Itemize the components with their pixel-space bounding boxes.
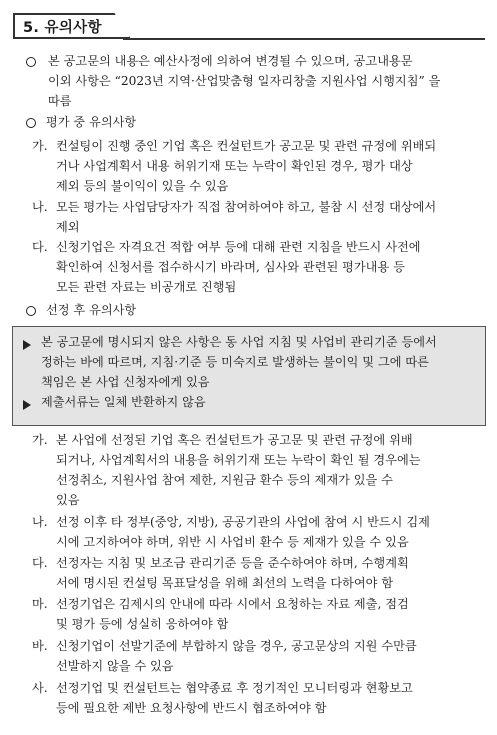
evaluation-heading: 평가 중 유의사항 bbox=[46, 115, 137, 129]
triangle-bullet-icon bbox=[23, 400, 31, 410]
item-line: 선발하지 않을 수 있음 bbox=[56, 659, 174, 673]
item-line: 선정자는 지침 및 보조금 관리기준 등을 준수하여야 하며, 수행계획 bbox=[56, 556, 409, 570]
item-line: 컨설팅이 진행 중인 기업 혹은 컨설턴트가 공고문 및 관련 규정에 위배되 bbox=[56, 139, 437, 153]
selection-item bbox=[56, 512, 476, 552]
item-line: 모든 평가는 사업담당자가 직접 참여하여야 하고, 불참 시 선정 대상에서 bbox=[56, 200, 437, 214]
item-line: 모든 관련 자료는 비공개로 진행됨 bbox=[56, 280, 237, 294]
notice-line: 제출서류는 일체 반환하지 않음 bbox=[41, 395, 206, 409]
item-line: 신청기업은 자격요건 적합 여부 등에 대해 관련 지침을 반드시 사전에 bbox=[56, 240, 421, 254]
item-line: 있음 bbox=[56, 493, 80, 507]
item-line: 제외 등의 불이익이 있을 수 있음 bbox=[56, 179, 229, 193]
section-header bbox=[13, 11, 485, 43]
header-rule bbox=[123, 38, 485, 40]
intro-paragraph bbox=[48, 51, 476, 111]
selection-heading: 선정 후 유의사항 bbox=[46, 303, 137, 317]
selection-item bbox=[56, 594, 476, 634]
item-label: 사. bbox=[32, 681, 48, 695]
circle-bullet-icon bbox=[26, 306, 36, 316]
intro-line: 따름 bbox=[48, 94, 72, 108]
item-line: 서에 명시된 컨설팅 목표달성을 위해 최선의 노력을 다하여야 함 bbox=[56, 576, 394, 590]
item-label: 나. bbox=[32, 515, 48, 529]
item-line: 등에 필요한 제반 요청사항에 반드시 협조하여야 함 bbox=[56, 701, 327, 715]
evaluation-item bbox=[56, 197, 476, 237]
item-label: 다. bbox=[32, 556, 48, 570]
evaluation-item bbox=[56, 237, 476, 297]
notice-box bbox=[12, 326, 486, 426]
evaluation-item bbox=[56, 136, 476, 196]
item-label: 가. bbox=[32, 433, 48, 447]
selection-item bbox=[56, 430, 476, 510]
notice-line: 책임은 본 사업 신청자에게 있음 bbox=[41, 375, 210, 389]
notice-item bbox=[41, 392, 479, 412]
intro-line: 본 공고문의 내용은 예산사정에 의하여 변경될 수 있으며, 공고내용문 bbox=[48, 54, 413, 68]
item-line: 선정기업은 김제시의 안내에 따라 시에서 요청하는 자료 제출, 점검 bbox=[56, 597, 409, 611]
notice-item bbox=[41, 332, 479, 392]
section-title: 5. 유의사항 bbox=[23, 20, 102, 36]
item-line: 및 평가 등에 성실히 응하여야 함 bbox=[56, 617, 229, 631]
item-line: 확인하여 신청서를 접수하시기 바라며, 심사와 관련된 평가내용 등 bbox=[56, 260, 405, 274]
selection-item bbox=[56, 553, 476, 593]
notice-line: 본 공고문에 명시되지 않은 사항은 동 사업 지침 및 사업비 관리기준 등에서 bbox=[41, 335, 437, 349]
item-label: 마. bbox=[32, 597, 48, 611]
triangle-bullet-icon bbox=[23, 340, 31, 350]
notice-line: 정하는 바에 따르며, 지침·기준 등 미숙지로 발생하는 불이익 및 그에 따른 bbox=[41, 355, 429, 369]
item-line: 제외 bbox=[56, 220, 80, 234]
item-line: 거나 사업계획서 내용 허위기재 또는 누락이 확인된 경우, 평가 대상 bbox=[56, 159, 413, 173]
item-label: 나. bbox=[32, 200, 48, 214]
item-line: 되거나, 사업계획서의 내용을 허위기재 또는 누락이 확인 될 경우에는 bbox=[56, 453, 421, 467]
item-line: 신청기업이 선발기준에 부합하지 않을 경우, 공고문상의 지원 수만큼 bbox=[56, 639, 417, 653]
item-line: 선정기업 및 컨설턴트는 협약종료 후 정기적인 모니터링과 현황보고 bbox=[56, 681, 413, 695]
item-line: 선정 이후 타 정부(중앙, 지방), 공공기관의 사업에 참여 시 반드시 김제 bbox=[56, 515, 430, 529]
item-label: 가. bbox=[32, 139, 48, 153]
intro-line: 이외 사항은 “2023년 지역·산업맞춤형 일자리창출 지원사업 시행지침” 을 bbox=[48, 74, 441, 88]
item-line: 시에 고지하여야 하며, 위반 시 사업비 환수 등 제재가 있을 수 있음 bbox=[56, 535, 409, 549]
selection-item bbox=[56, 636, 476, 676]
item-label: 바. bbox=[32, 639, 48, 653]
item-label: 다. bbox=[32, 240, 48, 254]
selection-item bbox=[56, 678, 476, 718]
item-line: 선정취소, 지원사업 참여 제한, 지원금 환수 등의 제재가 있을 수 bbox=[56, 473, 393, 487]
item-line: 본 사업에 선정된 기업 혹은 컨설턴트가 공고문 및 관련 규정에 위배 bbox=[56, 433, 413, 447]
circle-bullet-icon bbox=[26, 118, 36, 128]
circle-bullet-icon bbox=[26, 57, 36, 67]
